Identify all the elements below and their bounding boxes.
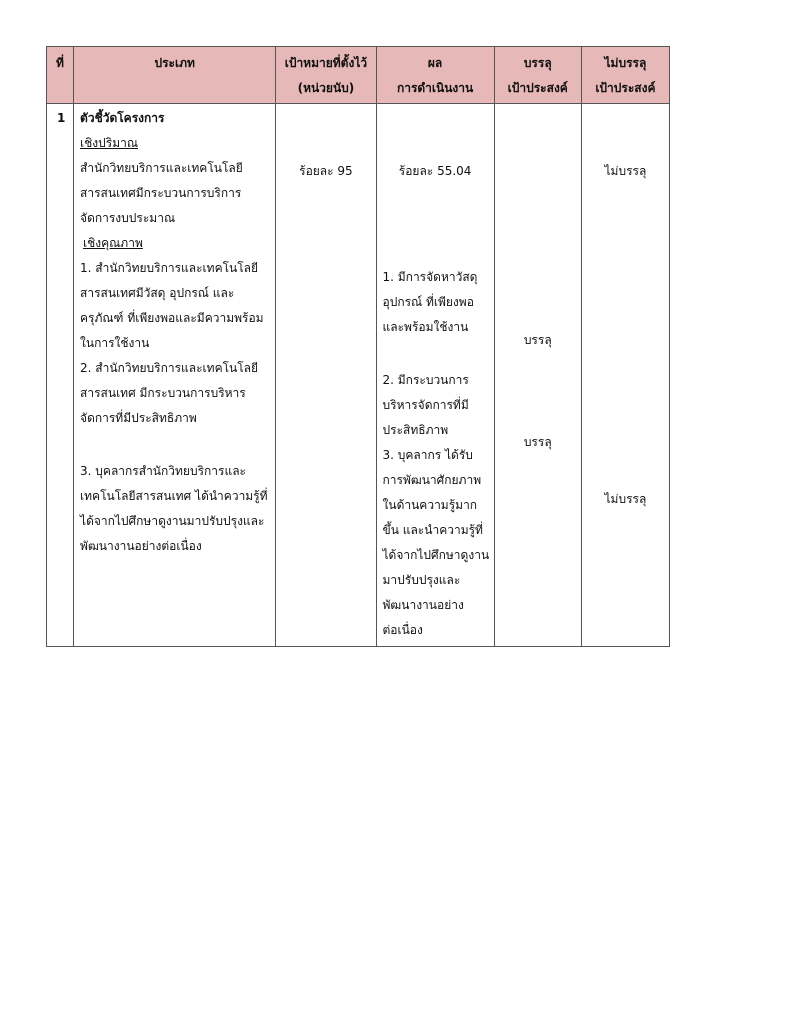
notmet-value: ไม่บรรลุ <box>604 164 647 178</box>
type-line: ตัวชี้วัดโครงการ <box>80 111 165 125</box>
row-number: 1 <box>57 111 66 125</box>
cell-result <box>376 104 494 647</box>
type-line: สำนักวิทยบริการและเทคโนโลยี <box>80 161 243 175</box>
result-line: และพร้อมใช้งาน <box>382 320 469 334</box>
notmet-value: ไม่บรรลุ <box>604 492 647 506</box>
header-met <box>494 47 581 104</box>
result-line: 1. มีการจัดหาวัสดุ <box>382 270 478 284</box>
result-line: บริหารจัดการที่มี <box>382 398 469 412</box>
result-line: พัฒนางานอย่าง <box>382 598 464 612</box>
header-notmet <box>581 47 669 104</box>
cell-no <box>47 104 74 647</box>
type-line: เชิงคุณภาพ <box>83 236 143 250</box>
header-target-line2: (หน่วยนับ) <box>297 81 355 95</box>
type-line: สารสนเทศ มีกระบวนการบริหาร <box>80 386 246 400</box>
type-line: เชิงปริมาณ <box>80 136 138 150</box>
result-line: อุปกรณ์ ที่เพียงพอ <box>382 295 474 309</box>
type-line: จัดการที่มีประสิทธิภาพ <box>80 411 197 425</box>
cell-type <box>74 104 276 647</box>
kpi-table <box>46 46 670 647</box>
type-line: จัดการงบประมาณ <box>80 211 176 225</box>
result-line: การพัฒนาศักยภาพ <box>382 473 482 487</box>
type-line: ในการใช้งาน <box>80 336 150 350</box>
type-line: เทคโนโลยีสารสนเทศ ได้นำความรู้ที่ <box>80 489 268 503</box>
header-no <box>47 47 74 104</box>
result-line: มาปรับปรุงและ <box>382 573 461 587</box>
result-line: 2. มีกระบวนการ <box>382 373 469 387</box>
result-line: 3. บุคลากร ได้รับ <box>382 448 473 462</box>
result-quantity: ร้อยละ 55.04 <box>398 164 472 178</box>
cell-target <box>276 104 376 647</box>
type-line: ครุภัณฑ์ ที่เพียงพอและมีความพร้อม <box>80 311 264 325</box>
header-result <box>376 47 494 104</box>
cell-notmet <box>581 104 669 647</box>
result-line: ในด้านความรู้มาก <box>382 498 478 512</box>
header-result-line1: ผล <box>427 56 443 70</box>
header-target-line1: เป้าหมายที่ตั้งไว้ <box>284 56 368 70</box>
header-notmet-line1: ไม่บรรลุ <box>604 56 647 70</box>
result-line: ขึ้น และนำความรู้ที่ <box>382 523 483 537</box>
header-met-line2: เป้าประสงค์ <box>507 81 568 95</box>
met-value: บรรลุ <box>523 333 552 347</box>
type-line: ได้จากไปศึกษาดูงานมาปรับปรุงและ <box>80 514 265 528</box>
cell-met <box>494 104 581 647</box>
result-line: ได้จากไปศึกษาดูงาน <box>382 548 490 562</box>
type-line: 2. สำนักวิทยบริการและเทคโนโลยี <box>80 361 259 375</box>
type-line: สารสนเทศมีกระบวนการบริการ <box>80 186 242 200</box>
header-type-label: ประเภท <box>154 56 195 70</box>
target-value: ร้อยละ 95 <box>299 164 353 178</box>
table-row <box>47 104 670 647</box>
type-line: 3. บุคลากรสำนักวิทยบริการและ <box>80 464 246 478</box>
type-line: สารสนเทศมีวัสดุ อุปกรณ์ และ <box>80 286 235 300</box>
header-no-label: ที่ <box>56 56 64 70</box>
header-target <box>276 47 376 104</box>
result-line: ประสิทธิภาพ <box>382 423 449 437</box>
type-line: 1. สำนักวิทยบริการและเทคโนโลยี <box>80 261 259 275</box>
result-line: ต่อเนื่อง <box>382 623 423 637</box>
header-met-line1: บรรลุ <box>523 56 552 70</box>
header-notmet-line2: เป้าประสงค์ <box>595 81 656 95</box>
header-type <box>74 47 276 104</box>
met-value: บรรลุ <box>523 435 552 449</box>
header-result-line2: การดำเนินงาน <box>396 81 474 95</box>
header-row <box>47 47 670 104</box>
type-line: พัฒนางานอย่างต่อเนื่อง <box>80 539 202 553</box>
